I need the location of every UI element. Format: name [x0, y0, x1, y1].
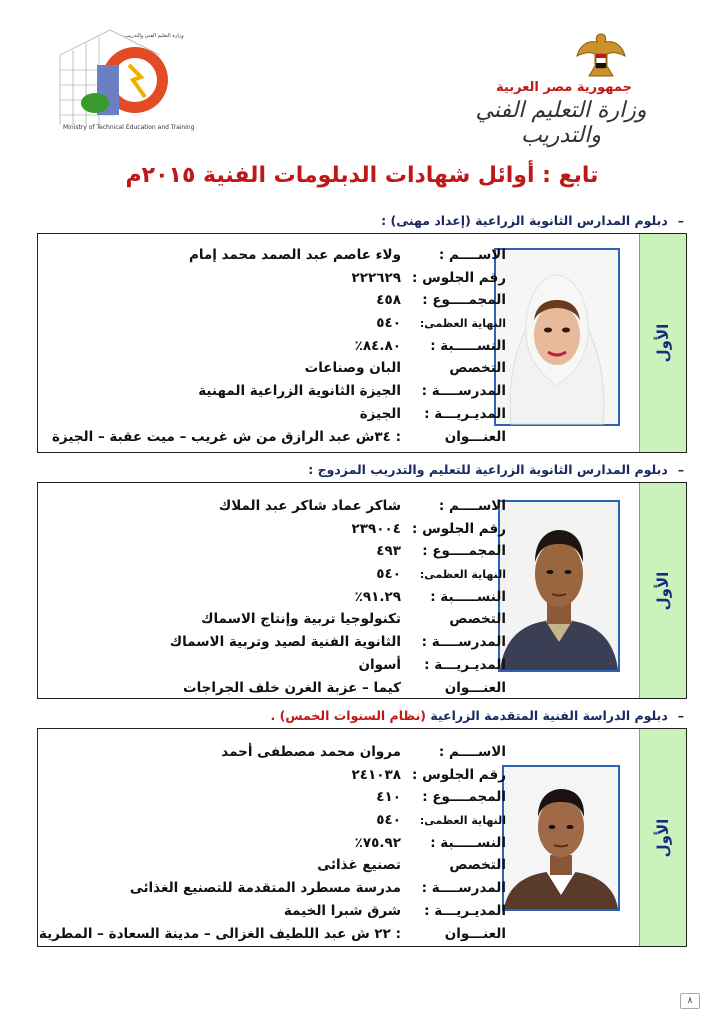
- max-score: ٥٤٠: [376, 566, 401, 583]
- page-title: تابع : أوائل شهادات الدبلومات الفنية ٢٠١٥م: [125, 163, 599, 188]
- seat-number: ٢٢٢٦٢٩: [351, 269, 401, 286]
- government-name: جمهورية مصر العربية: [496, 80, 632, 95]
- student-card: [37, 233, 687, 453]
- school: مدرسة مسطرد المتقدمة للتصنيع الغذائى: [129, 880, 401, 897]
- max-score: ٥٤٠: [376, 315, 401, 332]
- rank-badge: الأول: [639, 483, 686, 698]
- ministry-logo: [55, 25, 195, 137]
- percentage: ٨٤.٨٠٪: [354, 337, 401, 354]
- school: الثانوية الفنية لصيد وتربية الاسماك: [169, 634, 401, 651]
- address: كيما – عزبة الغرن خلف الجراجات: [183, 679, 401, 696]
- directorate: أسوان: [358, 656, 401, 673]
- student-photo: [498, 500, 620, 672]
- student-fields: الاســــم :ولاء عاصم عبد الصمد محمد إمام رقم الجلوس :٢٢٢٦٢٩ المجمــــوع :٤٥٨ النهاية العظمى:٥٤٠ النســـــبة :٨٤.٨٠٪ التخصصالبان وصناعات المدرســــة :الجيزة الثانوية الزراعية المهنية المديـريـــة :الجيزة العنـــوان: ٣٤ش عبد الرازق من ش غريب – ميت عقبة – الجيزة: [51, 247, 506, 445]
- student-name: مروان محمد مصطفى أحمد: [221, 744, 401, 760]
- total-score: ٤٩٣: [376, 543, 401, 560]
- specialty: تكنولوجيا تربية وإنتاج الاسماك: [201, 611, 401, 628]
- student-photo: [502, 765, 620, 911]
- address: : ٢٢ ش عبد اللطيف الغزالى – مدينة السعادة – المطرية: [38, 925, 401, 942]
- ministry-calligraphy: وزارة التعليم الفني والتدريب: [475, 98, 647, 148]
- percentage: ٩١.٢٩٪: [354, 588, 401, 605]
- student-name: ولاء عاصم عبد الصمد محمد إمام: [188, 247, 401, 263]
- student-fields: الاســــم :شاكر عماد شاكر عبد الملاك رقم الجلوس :٢٣٩٠٠٤ المجمــــوع :٤٩٣ النهاية العظمى:٥٤٠ النســـــبة :٩١.٢٩٪ التخصصتكنولوجيا تربية وإنتاج الاسماك المدرســــة :الثانوية الفنية لصيد وتربية الاسماك المديـريـــة :أسوان العنـــوانكيما – عزبة الغرن خلف الجراجات: [169, 498, 506, 696]
- student-name: شاكر عماد شاكر عبد الملاك: [218, 498, 401, 514]
- svg-text:وزارة التعليم الفني والتدريب: وزارة التعليم الفني والتدريب: [125, 33, 184, 39]
- seat-number: ٢٤١٠٣٨: [351, 766, 401, 783]
- total-score: ٤١٠: [376, 789, 401, 806]
- section-heading: –دبلوم الدراسة الفنية المتقدمة الزراعية (نظام السنوات الخمس) .: [270, 708, 684, 723]
- seat-number: ٢٣٩٠٠٤: [351, 520, 401, 537]
- rank-badge: الأول: [639, 234, 686, 452]
- directorate: الجيزة: [359, 405, 401, 422]
- eagle-emblem-icon: [575, 30, 627, 80]
- student-card: [37, 482, 687, 699]
- total-score: ٤٥٨: [376, 292, 401, 309]
- svg-text:Ministry of Technical Educatio: Ministry of Technical Education and Training: [63, 124, 195, 131]
- max-score: ٥٤٠: [376, 812, 401, 829]
- rank-badge: الأول: [639, 729, 686, 946]
- specialty: البان وصناعات: [304, 360, 401, 377]
- section-heading: –دبلوم المدارس الثانوية الزراعية للتعليم والتدريب المزدوج :: [308, 462, 684, 477]
- percentage: ٧٥.٩٢٪: [354, 834, 401, 851]
- student-photo: [494, 248, 620, 426]
- address: : ٣٤ش عبد الرازق من ش غريب – ميت عقبة – الجيزة: [51, 428, 401, 445]
- specialty: تصنيع غذائى: [317, 857, 401, 874]
- school: الجيزة الثانوية الزراعية المهنية: [198, 383, 401, 400]
- section-heading: –دبلوم المدارس الثانوية الزراعية (إعداد مهنى) :: [381, 213, 684, 228]
- directorate: شرق شبرا الخيمة: [283, 902, 401, 919]
- student-card: [37, 728, 687, 947]
- page-number: ٨: [680, 993, 700, 1009]
- student-fields: الاســــم :مروان محمد مصطفى أحمد رقم الجلوس :٢٤١٠٣٨ المجمــــوع :٤١٠ النهاية العظمى:٥٤٠ النســـــبة :٧٥.٩٢٪ التخصصتصنيع غذائى المدرســــة :مدرسة مسطرد المتقدمة للتصنيع الغذائى المديـريـــة :شرق شبرا الخيمة العنـــوان: ٢٢ ش عبد اللطيف الغزالى – مدينة السعادة – المطرية: [38, 744, 506, 942]
